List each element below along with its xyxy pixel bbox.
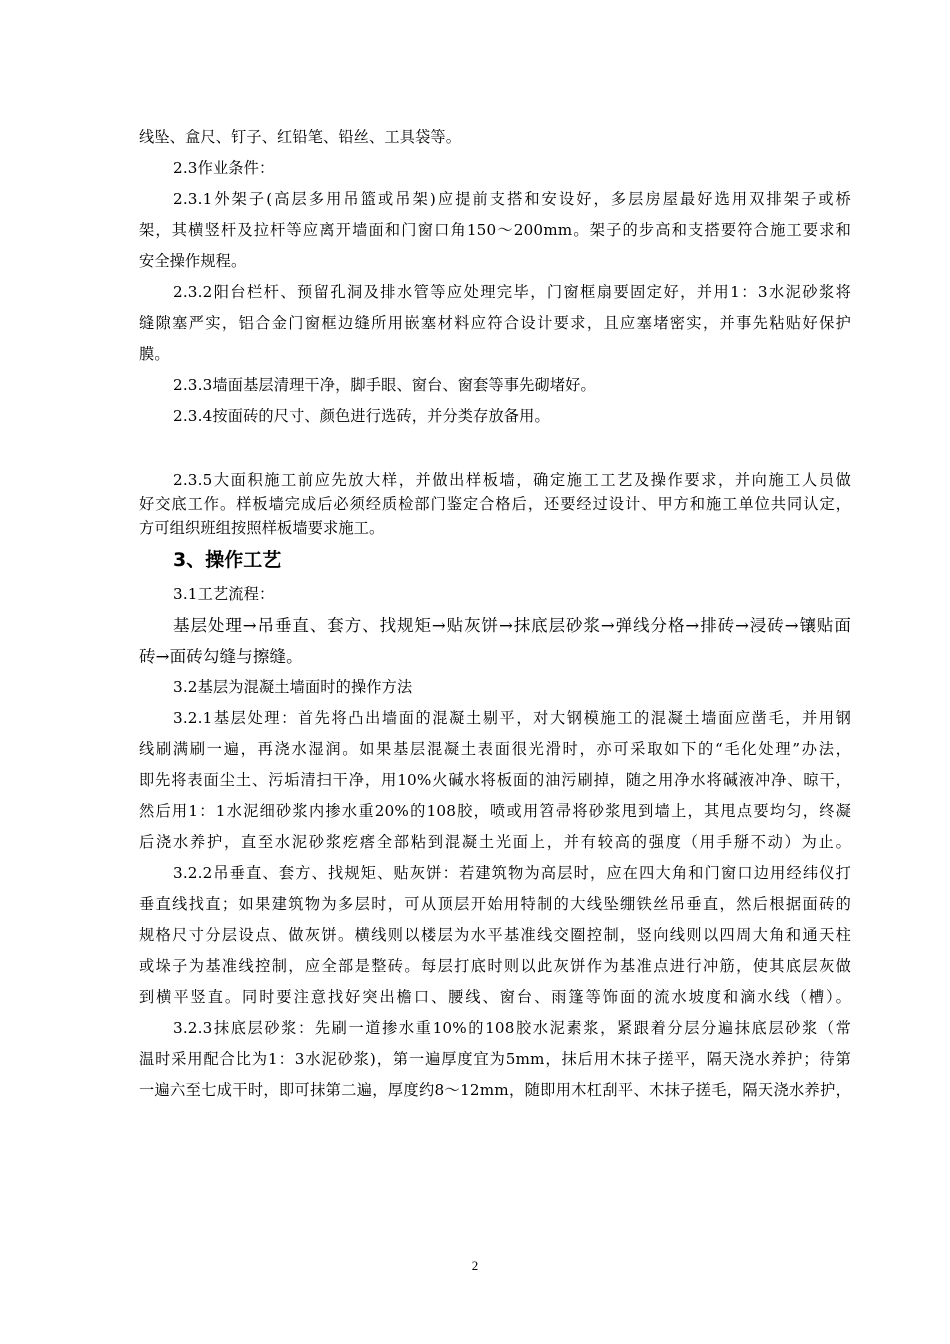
text-line: 温时采用配合比为1：3水泥砂浆)，第一遍厚度宜为5mm，抹后用木抹子搓平，隔天浇水养护；待第	[139, 1050, 851, 1068]
text-line: 线刷满刷一遍，再浇水湿润。如果基层混凝土表面很光滑时，亦可采取如下的“毛化处理”办法，	[139, 740, 851, 758]
text-line: 缝隙塞严实，铝合金门窗框边缝所用嵌塞材料应符合设计要求，且应塞堵密实，并事先粘贴好保护	[139, 314, 851, 332]
text-line: 2.3.2阳台栏杆、预留孔洞及排水管等应处理完毕，门窗框扇要固定好，并用1：3水泥砂浆将	[173, 283, 851, 301]
text-line: 2.3作业条件：	[173, 159, 275, 177]
text-line: 2.3.3墙面基层清理干净，脚手眼、窗台、窗套等事先砌堵好。	[173, 376, 596, 394]
text-line: 3.2基层为混凝土墙面时的操作方法	[173, 678, 413, 696]
text-line: 或垛子为基准线控制，应全部是整砖。每层打底时则以此灰饼作为基准点进行冲筋，使其底层灰做	[139, 957, 851, 975]
text-line: 一遍六至七成干时，即可抹第二遍，厚度约8～12mm，随即用木杠刮平、木抹子搓毛，隔天浇水养护，	[139, 1081, 851, 1099]
text-line: 膜。	[139, 345, 170, 363]
section-2-3-text	[139, 122, 851, 432]
text-line: 方可组织班组按照样板墙要求施工。	[139, 519, 385, 537]
text-line: 2.3.4按面砖的尺寸、颜色进行选砖，并分类存放备用。	[173, 407, 550, 425]
section-3-text	[139, 579, 851, 1106]
section-heading: 3、操作工艺	[173, 549, 282, 571]
text-line: 2.3.5大面积施工前应先放大样，并做出样板墙，确定施工工艺及操作要求，并向施工人员做	[173, 471, 851, 489]
text-line: 即先将表面尘土、污垢清扫干净，用10%火碱水将板面的油污刷掉，随之用净水将碱液冲净、晾干，	[139, 771, 851, 789]
text-line: 后浇水养护，直至水泥砂浆疙瘩全部粘到混凝土光面上，并有较高的强度（用手掰不动）为止。	[139, 833, 851, 851]
text-line: 架，其横竖杆及拉杆等应离开墙面和门窗口角150～200mm。架子的步高和支搭要符合施工要求和	[139, 221, 851, 239]
text-line: 然后用1：1水泥细砂浆内掺水重20%的108胶，喷或用笤帚将砂浆甩到墙上，其甩点要均匀，终凝	[139, 802, 851, 820]
text-line: 好交底工作。样板墙完成后必须经质检部门鉴定合格后，还要经过设计、甲方和施工单位共同认定，	[139, 495, 851, 513]
text-line: 3.2.2吊垂直、套方、找规矩、贴灰饼：若建筑物为高层时，应在四大角和门窗口边用经纬仪打	[173, 864, 851, 882]
text-line: 2.3.1外架子(高层多用吊篮或吊架)应提前支搭和安设好，多层房屋最好选用双排架子或桥	[173, 190, 851, 208]
text-line: 垂直线找直；如果建筑物为多层时，可从顶层开始用特制的大线坠绷铁丝吊垂直，然后根据面砖的	[139, 895, 851, 913]
section-2-3-5-text	[139, 468, 851, 540]
text-line: 到横平竖直。同时要注意找好突出檐口、腰线、窗台、雨篷等饰面的流水坡度和滴水线（槽）。	[139, 988, 851, 1006]
section-3-heading-wrap	[139, 543, 851, 577]
text-line: 基层处理→吊垂直、套方、找规矩→贴灰饼→抹底层砂浆→弹线分格→排砖→浸砖→镶贴面	[173, 616, 851, 635]
text-line: 砖→面砖勾缝与擦缝。	[139, 647, 303, 666]
text-line: 规格尺寸分层设点、做灰饼。横线则以楼层为水平基准线交圈控制，竖向线则以四周大角和通天柱	[139, 926, 851, 944]
text-line: 安全操作规程。	[139, 252, 247, 270]
text-line: 3.2.3抹底层砂浆：先刷一道掺水重10%的108胶水泥素浆，紧跟着分层分遍抹底层砂浆（常	[173, 1019, 851, 1037]
text-line: 线坠、盒尺、钉子、红铅笔、铅丝、工具袋等。	[139, 128, 462, 146]
text-line: 3.1工艺流程：	[173, 585, 275, 603]
text-line: 3.2.1基层处理：首先将凸出墙面的混凝土剔平，对大钢模施工的混凝土墙面应凿毛，并用钢	[173, 709, 851, 727]
page-number: 2	[471, 1258, 479, 1273]
